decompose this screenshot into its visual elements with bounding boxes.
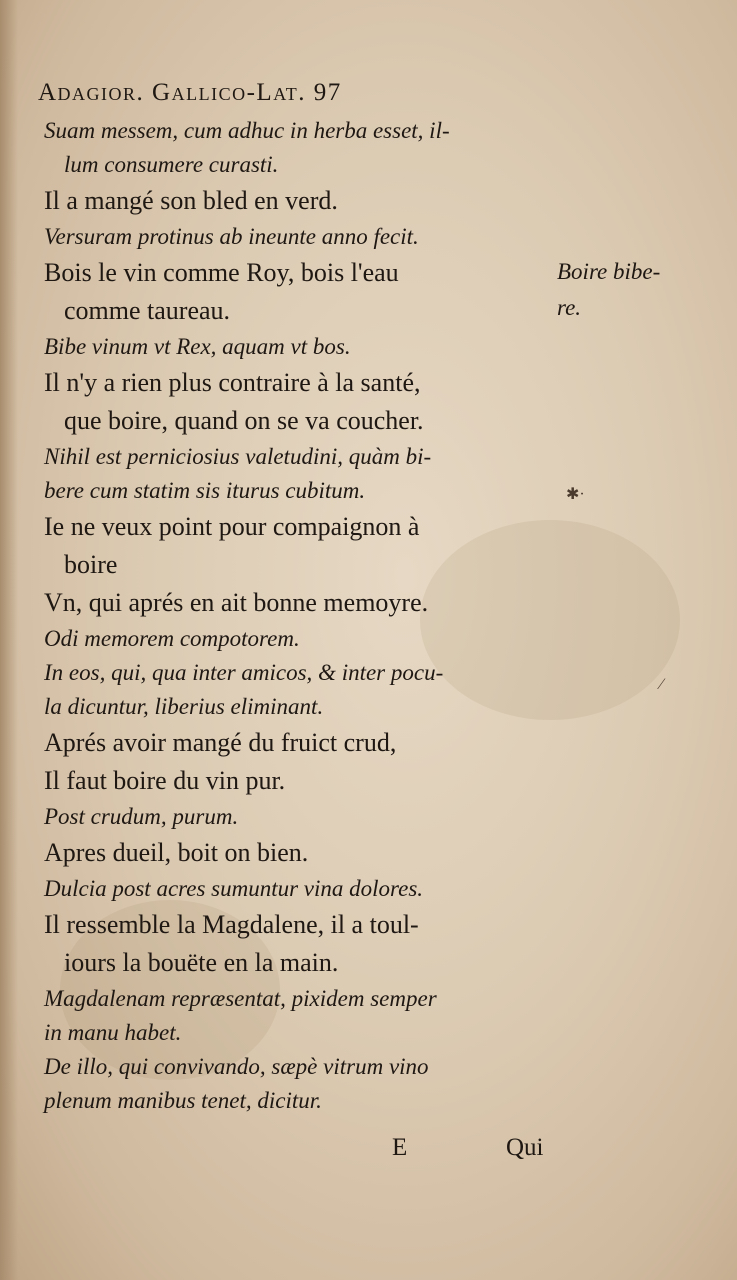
text-lines — [38, 114, 568, 1118]
latin-text-line: Versuram protinus ab ineunte anno fecit. — [44, 224, 419, 249]
latin-text-line: la dicuntur, liberius eliminant. — [44, 694, 324, 719]
ink-speck-mark: ⁄ — [660, 676, 663, 693]
latin-text-line: Post crudum, purum. — [44, 804, 239, 829]
margin-note — [557, 254, 732, 326]
latin-text-line: Bibe vinum vt Rex, aquam vt bos. — [44, 334, 351, 359]
french-text-line: Il n'y a rien plus contraire à la santé, — [44, 368, 421, 397]
french-text-line: Il faut boire du vin pur. — [44, 766, 286, 795]
latin-text-line: Magdalenam repræsentat, pixidem semper — [44, 986, 437, 1011]
french-text-line: Ie ne veux point pour compaignon à — [44, 512, 420, 541]
latin-text-line: Dulcia post acres sumuntur vina dolores. — [44, 876, 424, 901]
french-text-line: Il ressemble la Magdalene, il a toul- — [44, 910, 419, 939]
french-text-line: Bois le vin comme Roy, bois l'eau — [44, 258, 399, 287]
latin-text-line: Nihil est perniciosius valetudini, quàm bi- — [44, 444, 432, 469]
ink-speck-mark: ✱· — [566, 486, 585, 503]
latin-text-line: lum consumere curasti. — [64, 152, 279, 177]
latin-text-line: Odi memorem compotorem. — [44, 626, 300, 651]
page-edge-shadow — [0, 0, 18, 1280]
french-text-line: Il a mangé son bled en verd. — [44, 186, 338, 215]
margin-note-line: re. — [557, 295, 582, 320]
latin-text-line: In eos, qui, qua inter amicos, & inter pocu- — [44, 660, 444, 685]
french-text-line: Apres dueil, boit on bien. — [44, 838, 309, 867]
french-text-line: Aprés avoir mangé du fruict crud, — [44, 728, 397, 757]
latin-text-line: plenum manibus tenet, dicitur. — [44, 1088, 322, 1113]
french-text-line: que boire, quand on se va coucher. — [64, 406, 424, 435]
latin-text-line: Suam messem, cum adhuc in herba esset, il- — [44, 118, 450, 143]
main-text-block — [38, 72, 568, 1118]
latin-text-line: De illo, qui convivando, sæpè vitrum vino — [44, 1054, 429, 1079]
french-text-line: iours la bouëte en la main. — [64, 948, 339, 977]
french-text-line: Vn, qui aprés en ait bonne memoyre. — [44, 588, 429, 617]
latin-text-line: in manu habet. — [44, 1020, 182, 1045]
catchword: Qui — [506, 1134, 544, 1161]
french-text-line: boire — [64, 550, 118, 579]
running-header: Adagior. Gallico-Lat. 97 — [38, 79, 342, 106]
latin-text-line: bere cum statim sis iturus cubitum. — [44, 478, 366, 503]
margin-note-line: Boire bibe- — [557, 259, 661, 284]
french-text-line: comme taureau. — [64, 296, 231, 325]
signature-mark: E — [392, 1134, 408, 1161]
